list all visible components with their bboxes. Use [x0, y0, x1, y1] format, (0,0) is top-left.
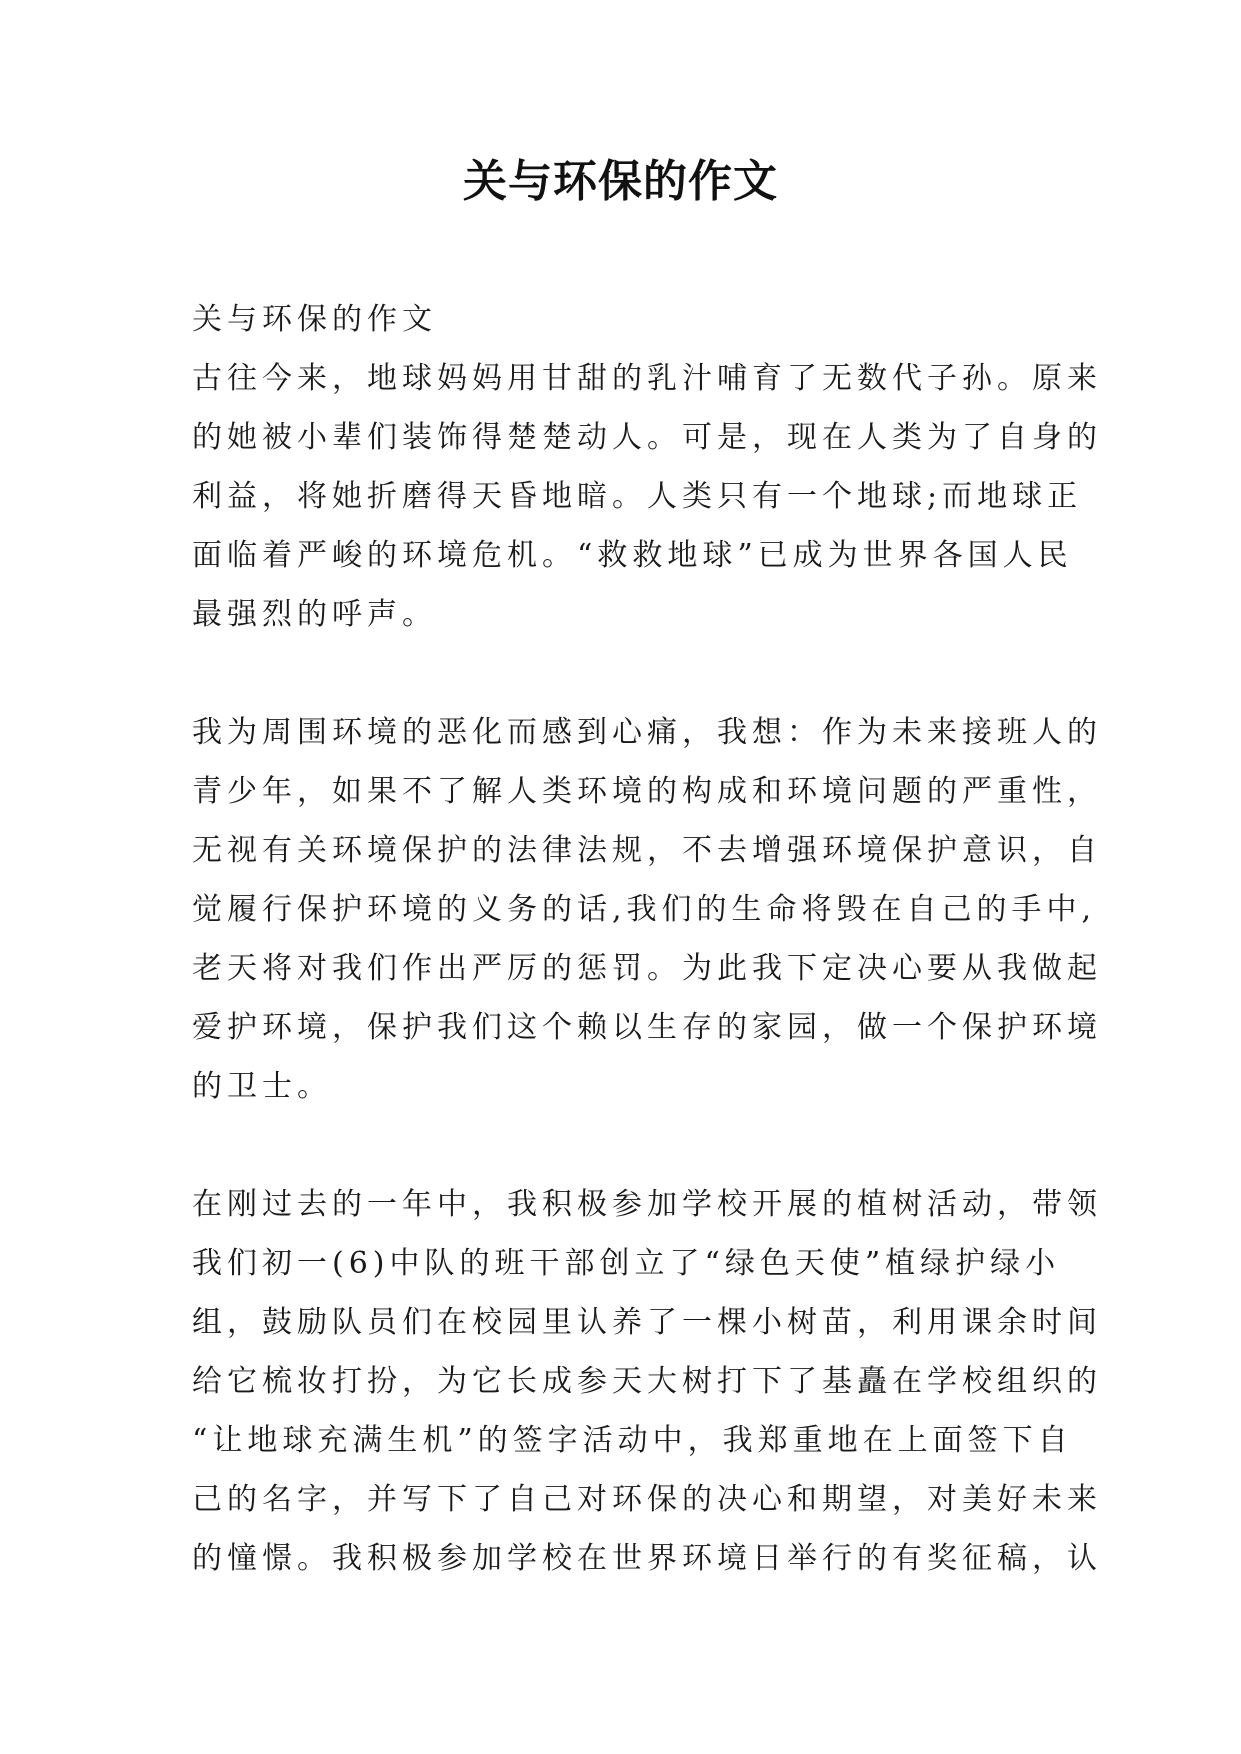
text-line: 爱护环境，保护我们这个赖以生存的家园，做一个保护环境 — [192, 1010, 1102, 1045]
text-line: 的憧憬。我积极参加学校在世界环境日举行的有奖征稿，认 — [192, 1541, 1102, 1576]
text-line: 无视有关环境保护的法律法规，不去增强环境保护意识，自 — [192, 833, 1102, 868]
document-title: 关与环保的作文 — [463, 156, 778, 207]
text-line: 青少年，如果不了解人类环境的构成和环境问题的严重性， — [192, 774, 1102, 809]
paragraph-3 — [192, 1175, 1102, 1588]
paragraph-spacer — [192, 644, 1062, 703]
document-body — [192, 290, 1102, 1588]
paragraph-1 — [192, 349, 1102, 644]
text-line: 在刚过去的一年中，我积极参加学校开展的植树活动，带领 — [192, 1187, 1102, 1222]
text-line: 组，鼓励队员们在校园里认养了一棵小树苗，利用课余时间 — [192, 1305, 1102, 1340]
text-line: 古往今来，地球妈妈用甘甜的乳汁哺育了无数代子孙。原来 — [192, 361, 1102, 396]
text-line: 觉履行保护环境的义务的话,我们的生命将毁在自己的手中, — [192, 892, 1097, 927]
text-line: 我们初一(6)中队的班干部创立了“绿色天使”植绿护绿小 — [192, 1246, 1061, 1281]
text-line: 己的名字，并写下了自己对环保的决心和期望，对美好未来 — [192, 1482, 1102, 1517]
text-line: 的她被小辈们装饰得楚楚动人。可是，现在人类为了自身的 — [192, 420, 1102, 455]
text-line: 最强烈的呼声。 — [192, 597, 437, 632]
text-line: 利益，将她折磨得天昏地暗。人类只有一个地球;而地球正 — [192, 479, 1083, 514]
document-subtitle: 关与环保的作文 — [192, 302, 437, 337]
text-line: 面临着严峻的环境危机。“救救地球”已成为世界各国人民 — [192, 538, 1073, 573]
text-line: 老天将对我们作出严厉的惩罚。为此我下定决心要从我做起 — [192, 951, 1102, 986]
paragraph-spacer — [192, 1116, 1062, 1175]
text-line: “让地球充满生机”的签字活动中，我郑重地在上面签下自 — [192, 1423, 1073, 1458]
text-line: 我为周围环境的恶化而感到心痛，我想：作为未来接班人的 — [192, 715, 1102, 750]
text-line: 的卫士。 — [192, 1069, 332, 1104]
text-line: 给它梳妆打扮，为它长成参天大树打下了基矗在学校组织的 — [192, 1364, 1102, 1399]
paragraph-2 — [192, 703, 1102, 1116]
